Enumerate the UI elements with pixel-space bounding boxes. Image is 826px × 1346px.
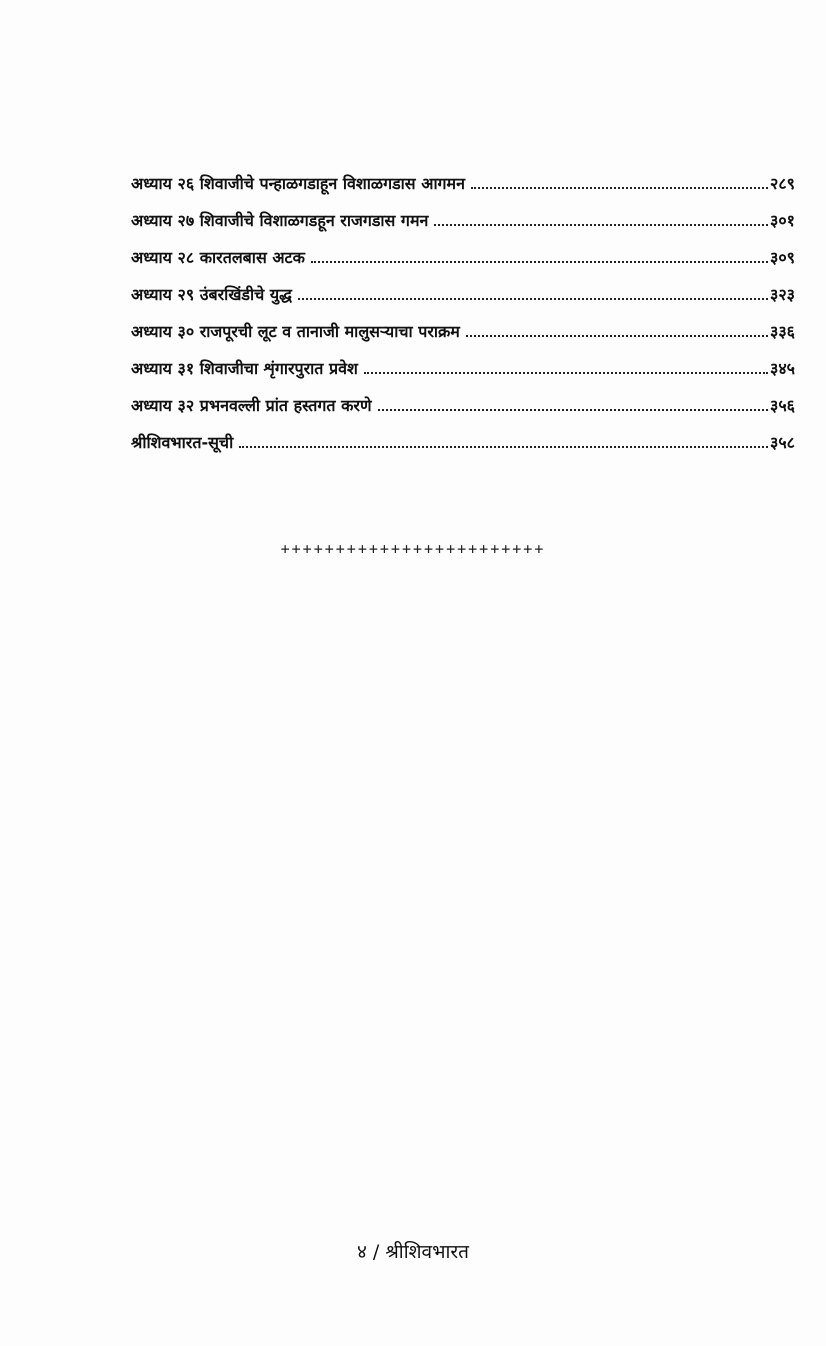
toc-entry-page: ३५८	[770, 433, 795, 452]
toc-entry-page: २८९	[770, 174, 795, 193]
toc-entry	[131, 283, 795, 320]
toc-entry	[131, 172, 795, 209]
dot-leader	[298, 298, 768, 300]
toc-entry-title: अध्याय २७ शिवाजीचे विशाळगडहून राजगडास गमन	[131, 211, 429, 230]
toc-entry	[131, 357, 795, 394]
toc-entry	[131, 394, 795, 431]
toc-entry-page: ३२३	[770, 285, 795, 304]
dot-leader	[239, 446, 768, 448]
toc-entry-page: ३४५	[770, 359, 795, 378]
toc-entry-title: अध्याय २६ शिवाजीचे पन्हाळगडाहून विशाळगडास आगमन	[131, 174, 465, 193]
toc-entry	[131, 246, 795, 283]
page-footer: ४ / श्रीशिवभारत	[356, 1241, 470, 1263]
table-of-contents	[131, 172, 795, 468]
toc-entry-title: श्रीशिवभारत-सूची	[131, 433, 234, 452]
toc-entry-title: अध्याय ३० राजपूरची लूट व तानाजी मालुसऱ्याचा पराक्रम	[131, 322, 460, 341]
toc-entry-title: अध्याय २८ कारतलबास अटक	[131, 248, 305, 267]
dot-leader	[311, 261, 768, 263]
toc-entry-title: अध्याय २९ उंबरखिंडीचे युद्ध	[131, 285, 292, 304]
toc-entry	[131, 209, 795, 246]
toc-entry	[131, 320, 795, 357]
dot-leader	[466, 335, 768, 337]
toc-entry-title: अध्याय ३२ प्रभनवल्ली प्रांत हस्तगत करणे	[131, 396, 372, 415]
toc-entry-page: ३३६	[770, 322, 795, 341]
dot-leader	[434, 224, 768, 226]
dot-leader	[364, 372, 768, 374]
toc-entry-page: ३०१	[770, 211, 795, 230]
toc-entry-title: अध्याय ३१ शिवाजीचा शृंगारपुरात प्रवेश	[131, 359, 358, 378]
toc-entry-page: ३०९	[770, 248, 795, 267]
dot-leader	[471, 187, 768, 189]
toc-entry-page: ३५६	[770, 396, 795, 415]
toc-entry	[131, 431, 795, 468]
dot-leader	[378, 409, 769, 411]
section-separator: ++++++++++++++++++++++++	[280, 540, 546, 558]
